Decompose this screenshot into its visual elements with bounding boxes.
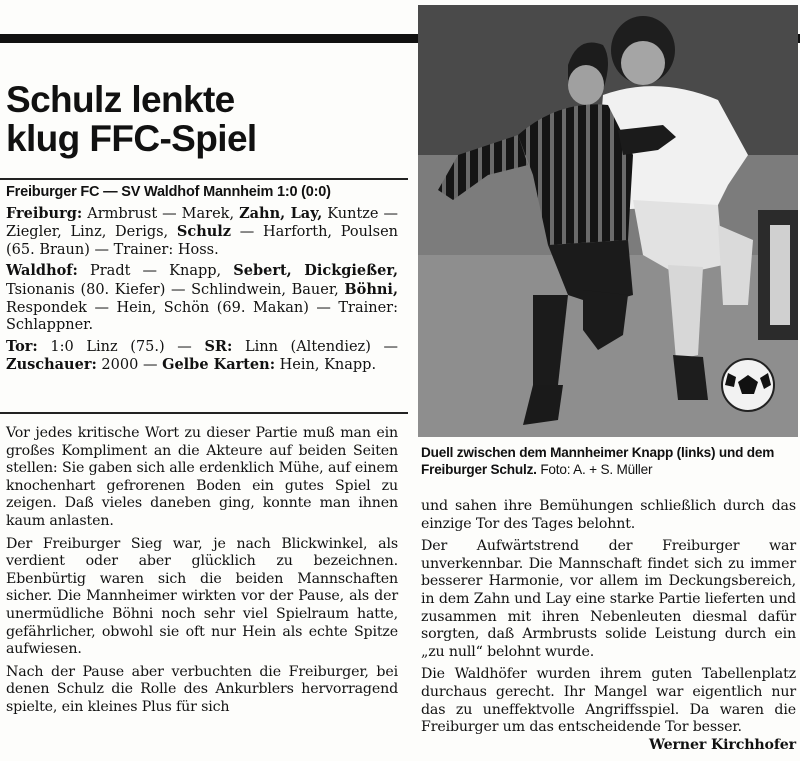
article-column-left [6,425,398,722]
waldhof-lineup: Waldhof: Pradt — Knapp, Sebert, Dickgießer, Tsionanis (80. Kiefer) — Schlindwein, Bauer, Böhni, Respondek — Hein, Schön (69. Makan) — Trainer: Schlappner. [6,262,398,334]
result-details: Tor: 1:0 Linz (75.) — SR: Linn (Altendiez) — Zuschauer: 2000 — Gelbe Karten: Hein, Knapp. [6,337,398,374]
headline-line-1: Schulz lenkte [6,79,235,120]
article-column-right [421,498,796,754]
lineup-top-rule [0,178,408,180]
caption-text: Duell zwischen dem Mannheimer Knapp (links) und dem Freiburger Schulz. [421,445,775,477]
players-illustration [418,5,798,437]
paragraph: Der Freiburger Sieg war, je nach Blickwinkel, als verdient oder aber glücklich zu bezeichnen. Ebenbürtig waren sich die beiden Mannschaften sicher. Die Mannheimer wirkten vor der Pause, als der unermüdliche Böhni noch sehr viel Spielraum hatte, gefährlicher, obwohl sie oft nur Hein als echte Spitze aufwiesen. [6,535,398,658]
headline [6,80,396,158]
paragraph: Vor jedes kritische Wort zu dieser Partie muß man ein großes Kompliment an die Akteure auf beiden Seiten stellen: Sie gaben sich alle erdenklich Mühe, auf einem knochenhart gefrorenen Boden ein gutes Spiel zu zeigen. Daß vieles daneben ging, konnte man ihnen kaum anlasten. [6,425,398,529]
paragraph-with-byline: Die Waldhöfer wurden ihrem guten Tabellenplatz durchaus gerecht. Ihr Mangel war eigentlich nur das zu uneffektvolle Angriffsspiel. Da waren die Freiburger um das entscheidende Tor besser. Werner Kirchhofer [421,666,796,753]
freiburg-lineup: Freiburg: Armbrust — Marek, Zahn, Lay, Kuntze — Ziegler, Linz, Derigs, Schulz — Harforth, Poulsen (65. Braun) — Trainer: Hoss. [6,204,399,258]
lineup-bottom-rule [0,412,408,414]
photo-caption [421,444,796,478]
photo-credit: Foto: A. + S. Müller [540,462,653,477]
headline-line-2: klug FFC-Spiel [6,118,257,159]
match-photo [418,5,798,437]
paragraph: Der Aufwärtstrend der Freiburger war unverkennbar. Die Mannschaft findet sich zu immer besserer Harmonie, vor allem im Deckungsbereich, in dem Zahn und Lay eine starke Partie lieferten und zusammen mit ihren Nebenleuten diesmal dafür sorgten, daß Armbrusts solide Leistung durch ein „zu null“ belohnt wurde. [421,538,796,660]
paragraph: und sahen ihre Bemühungen schließlich durch das einzige Tor des Tages belohnt. [421,498,796,532]
lineup-box [6,184,398,378]
paragraph: Nach der Pause aber verbuchten die Freiburger, bei denen Schulz die Rolle des Ankurblers hervorragend spielte, ein kleines Plus für sich [6,663,398,715]
match-line: Freiburger FC — SV Waldhof Mannheim 1:0 (0:0) [6,184,331,200]
author-byline: Werner Kirchhofer [648,736,796,753]
